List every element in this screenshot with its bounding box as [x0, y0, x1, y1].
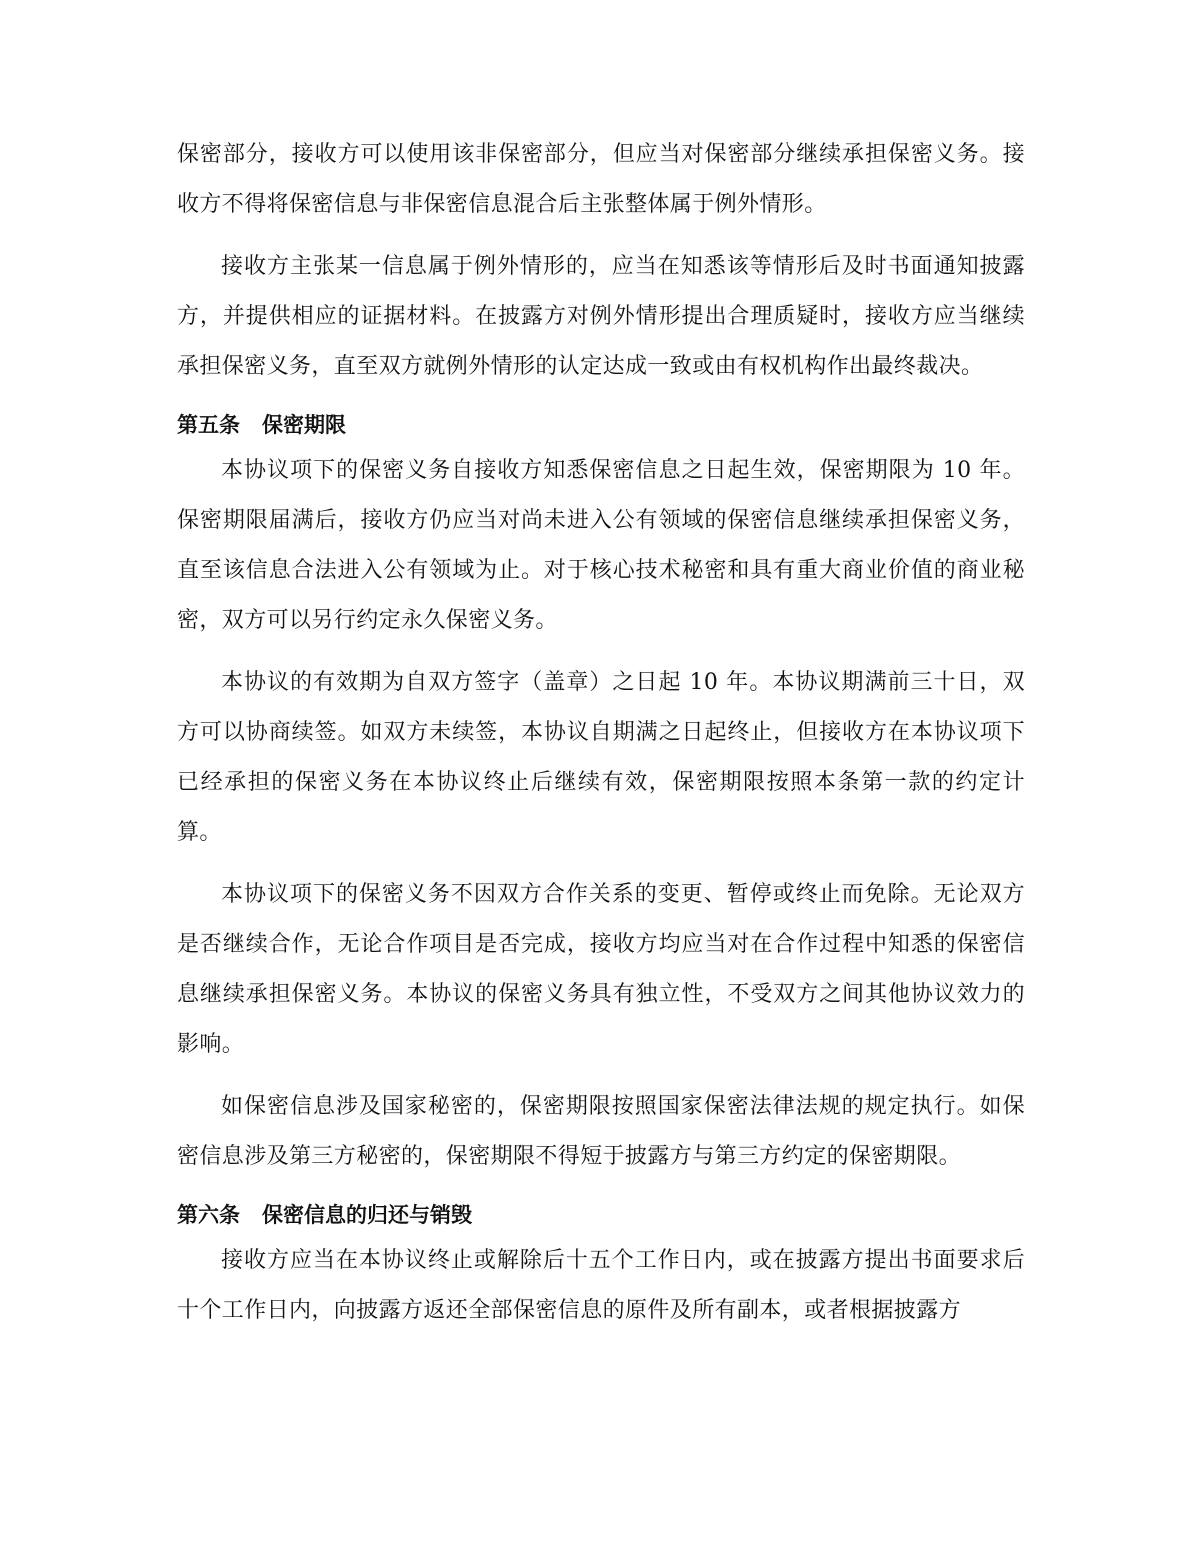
section-heading-6: [177, 1194, 1025, 1236]
section-title: 保密期限: [262, 413, 346, 437]
section-heading-5: [177, 404, 1025, 446]
paragraph-7: 接收方应当在本协议终止或解除后十五个工作日内，或在披露方提出书面要求后十个工作日内，向披露方返还全部保密信息的原件及所有副本，或者根据披露方: [177, 1248, 1025, 1323]
section-number: 第六条: [177, 1203, 240, 1227]
section-title: 保密信息的归还与销毁: [262, 1203, 472, 1227]
paragraph-6: 如保密信息涉及国家秘密的，保密期限按照国家保密法律法规的规定执行。如保密信息涉及第三方秘密的，保密期限不得短于披露方与第三方约定的保密期限。: [177, 1094, 1025, 1169]
paragraph-3: 本协议项下的保密义务自接收方知悉保密信息之日起生效，保密期限为 10 年。保密期限届满后，接收方仍应当对尚未进入公有领域的保密信息继续承担保密义务，直至该信息合法进入公有领域为止。对于核心技术秘密和具有重大商业价值的商业秘密，双方可以另行约定永久保密义务。: [177, 458, 1025, 633]
document-body: [177, 130, 1025, 1336]
paragraph-1: 保密部分，接收方可以使用该非保密部分，但应当对保密部分继续承担保密义务。接收方不得将保密信息与非保密信息混合后主张整体属于例外情形。: [177, 142, 1025, 217]
paragraph-4: 本协议的有效期为自双方签字（盖章）之日起 10 年。本协议期满前三十日，双方可以协商续签。如双方未续签，本协议自期满之日起终止，但接收方在本协议项下已经承担的保密义务在本协议终止后继续有效，保密期限按照本条第一款的约定计算。: [177, 670, 1025, 845]
paragraph-5: 本协议项下的保密义务不因双方合作关系的变更、暂停或终止而免除。无论双方是否继续合作，无论合作项目是否完成，接收方均应当对在合作过程中知悉的保密信息继续承担保密义务。本协议的保密义务具有独立性，不受双方之间其他协议效力的影响。: [177, 882, 1025, 1057]
section-number: 第五条: [177, 413, 240, 437]
paragraph-2: 接收方主张某一信息属于例外情形的，应当在知悉该等情形后及时书面通知披露方，并提供相应的证据材料。在披露方对例外情形提出合理质疑时，接收方应当继续承担保密义务，直至双方就例外情形的认定达成一致或由有权机构作出最终裁决。: [177, 254, 1025, 379]
